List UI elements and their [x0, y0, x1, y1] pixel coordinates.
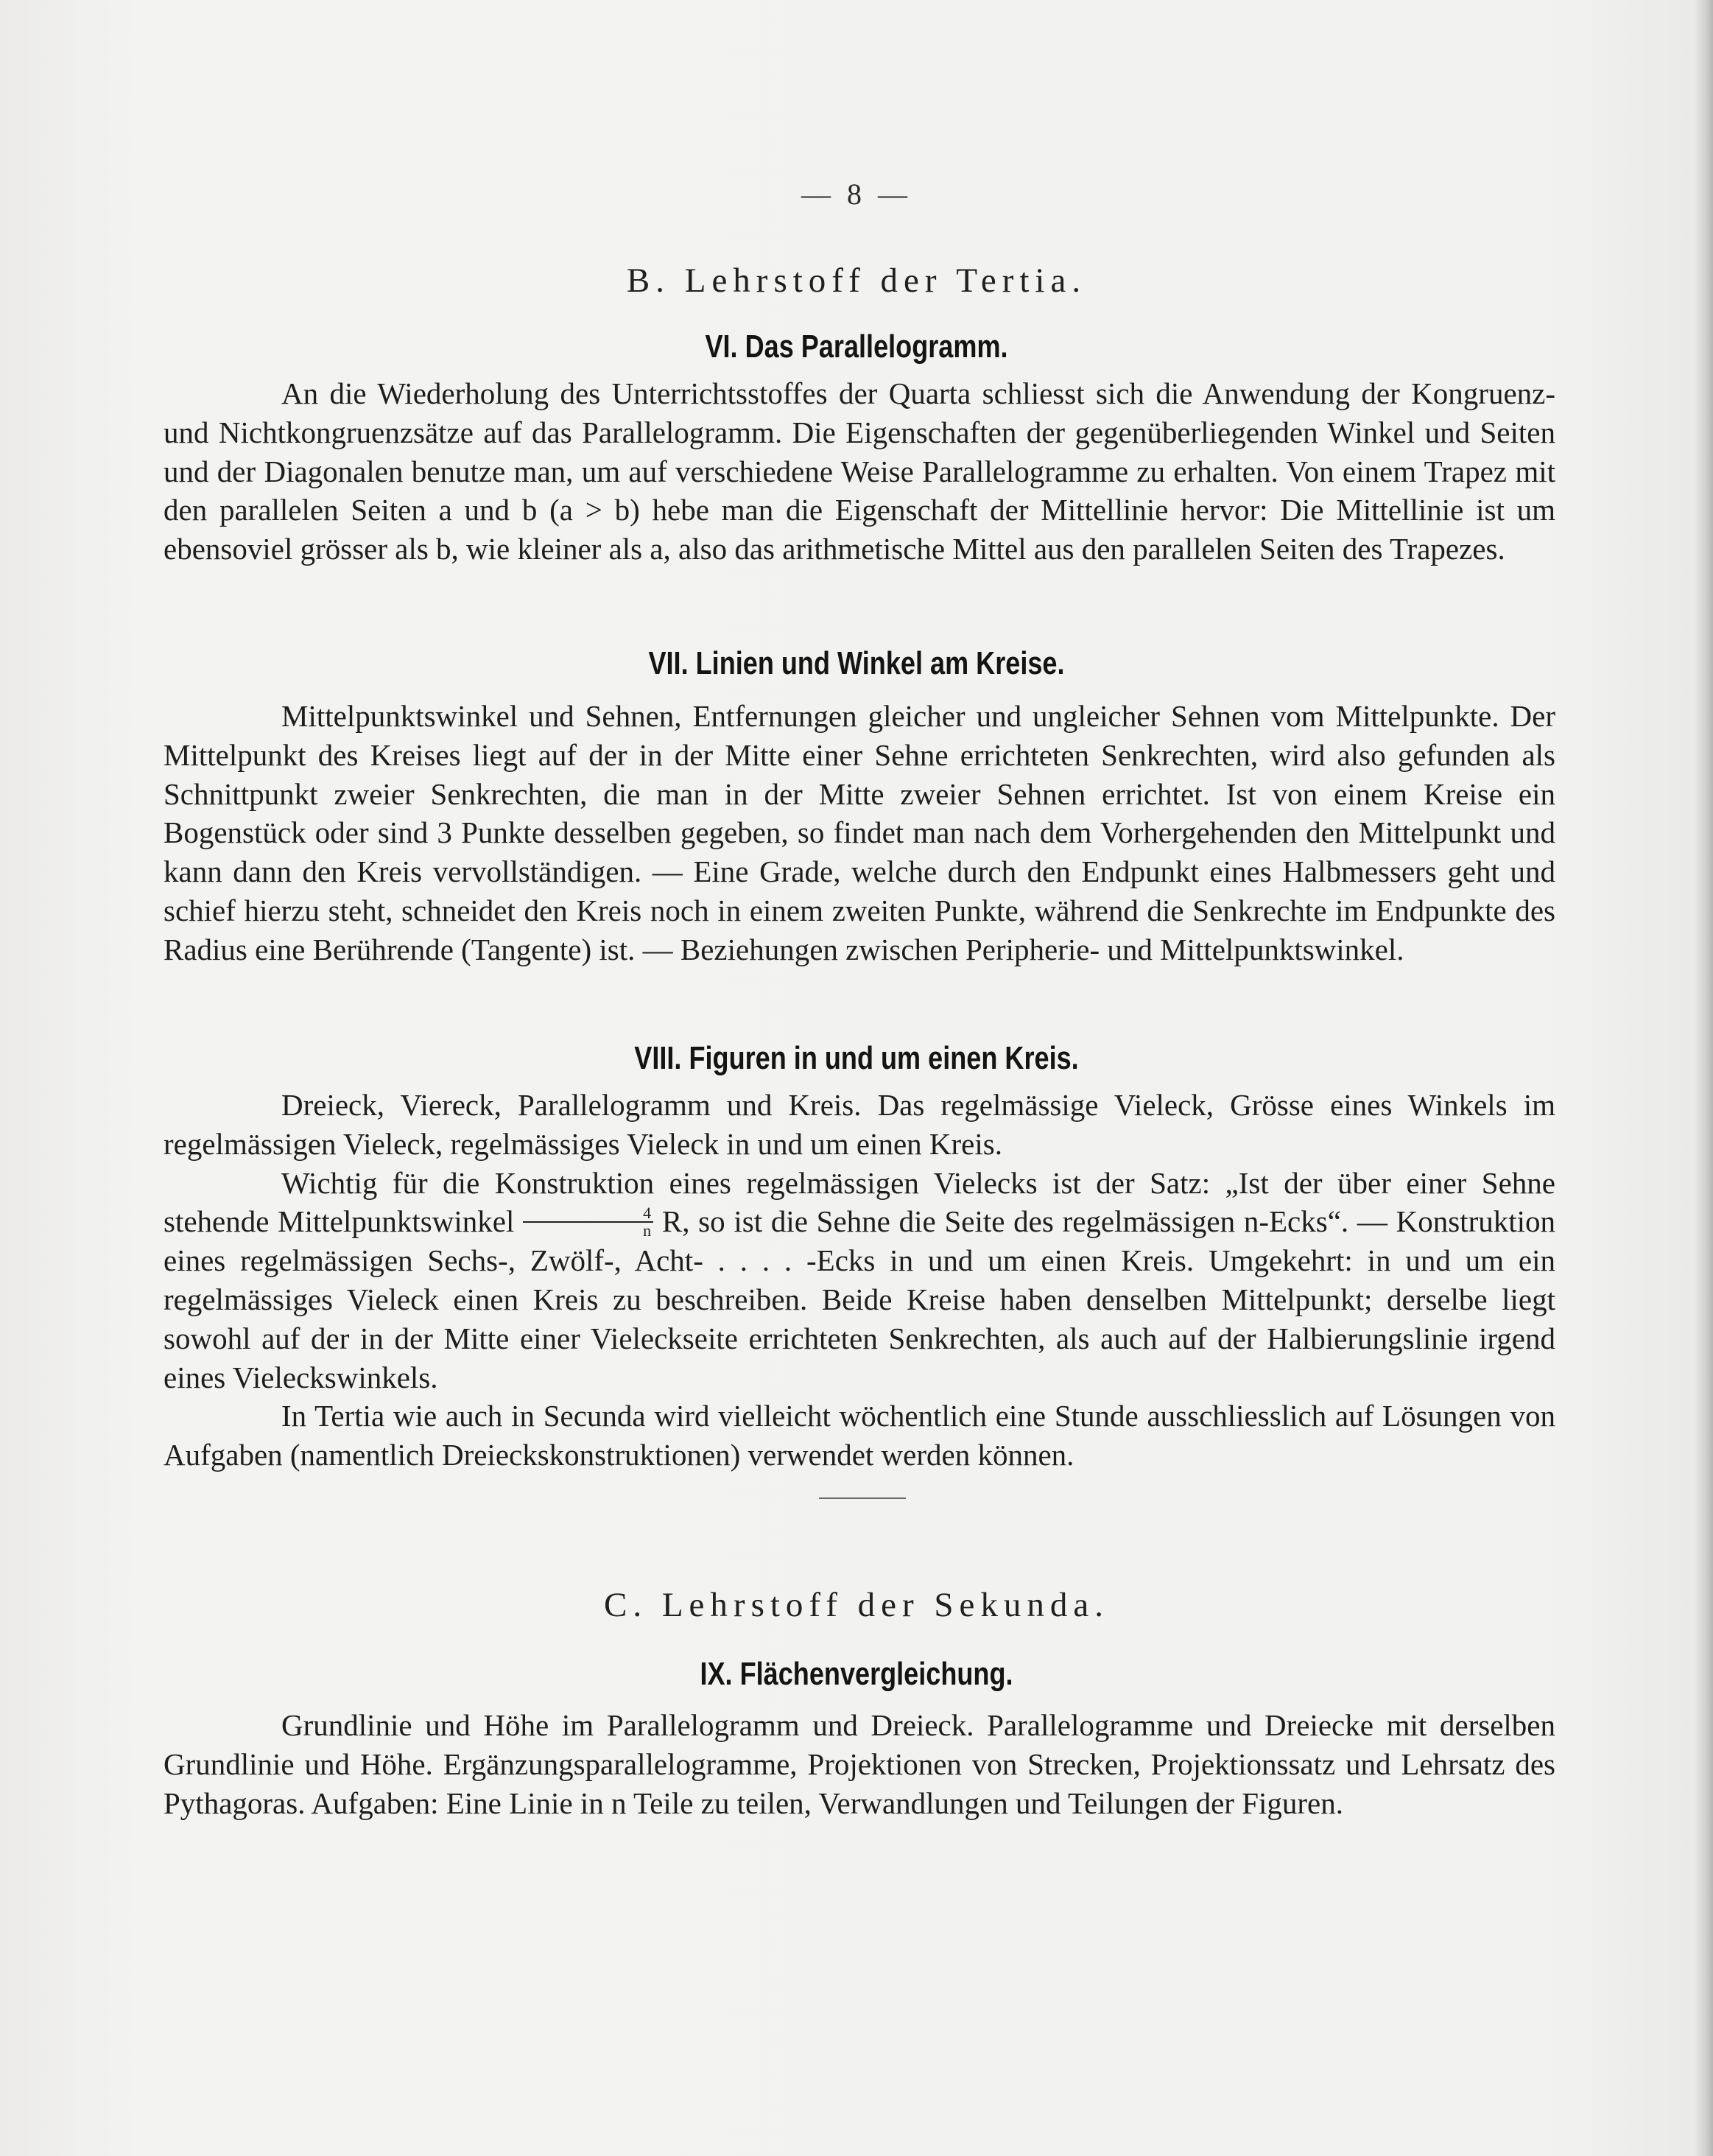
page-number: — 8 —	[801, 178, 912, 211]
section-heading-ix: IX. Flächenvergleichung.	[700, 1656, 1013, 1692]
fraction-4-over-n	[523, 1205, 653, 1239]
part-c-title: C. Lehrstoff der Sekunda.	[604, 1586, 1109, 1624]
p2-before: Wichtig für die Konstruktion eines regelmässigen Vielecks ist der Satz: „Ist der über einer Sehne stehende Mittelpunktswinkel	[163, 1165, 1555, 1239]
fraction-numerator: 4	[523, 1205, 653, 1223]
fraction-denominator: n	[643, 1221, 652, 1240]
paragraph-viii	[163, 1086, 1555, 1475]
separator-rule	[819, 1497, 906, 1499]
paragraph-viii-p2	[163, 1164, 1555, 1397]
section-heading-viii: VIII. Figuren in und um einen Kreis.	[634, 1040, 1079, 1076]
part-b-title: B. Lehrstoff der Tertia.	[626, 261, 1087, 300]
section-heading-vii: VII. Linien und Winkel am Kreise.	[648, 645, 1065, 681]
paragraph-ix-text: Grundlinie und Höhe im Parallelogramm und Dreieck. Parallelogramme und Dreiecke mit derselben Grundlinie und Höhe. Ergänzungsparallelogramme, Projektionen von Strecken, Projektionssatz und Lehrsatz des Pythagoras. Aufgaben: Eine Linie in n Teile zu teilen, Verwandlungen und Teilungen der Figuren.	[163, 1708, 1555, 1820]
paragraph-viii-p3: In Tertia wie auch in Secunda wird vielleicht wöchentlich eine Stunde ausschliesslich auf Lösungen von Aufgaben (namentlich Dreieckskonstruktionen) verwendet werden können.	[163, 1399, 1555, 1472]
section-heading-vi: VI. Das Parallelogramm.	[705, 329, 1008, 365]
paragraph-vi	[163, 374, 1555, 569]
paragraph-ix	[163, 1706, 1555, 1822]
paragraph-vii	[163, 697, 1555, 969]
paragraph-viii-p1: Dreieck, Viereck, Parallelogramm und Kreis. Das regelmässige Vieleck, Grösse eines Winkels im regelmässigen Vieleck, regelmässiges Vieleck in und um einen Kreis.	[163, 1088, 1555, 1161]
paragraph-vi-text: An die Wiederholung des Unterrichtsstoffes der Quarta schliesst sich die Anwendung der Kongruenz- und Nichtkongruenzsätze auf das Parallelogramm. Die Eigenschaften der gegenüberliegenden Winkel und Seiten und der Diagonalen benutze man, um auf verschiedene Weise Parallelogramme zu erhalten. Von einem Trapez mit den parallelen Seiten a und b (a > b) hebe man die Eigenschaft der Mittellinie hervor: Die Mittellinie ist um ebensoviel grösser als b, wie kleiner als a, also das arithmetische Mittel aus den parallelen Seiten des Trapezes.	[163, 376, 1555, 566]
gutter-shadow	[1694, 0, 1713, 2156]
paragraph-vii-text: Mittelpunktswinkel und Sehnen, Entfernungen gleicher und ungleicher Sehnen vom Mittelpunkte. Der Mittelpunkt des Kreises liegt auf der in der Mitte einer Sehne errichteten Senkrechten, wird also gefunden als Schnittpunkt zweier Senkrechten, die man in der Mitte zweier Sehnen errichtet. Ist von einem Kreise ein Bogenstück oder sind 3 Punkte desselben gegeben, so findet man nach dem Vorhergehenden den Mittelpunkt und kann dann den Kreis vervollständigen. — Eine Grade, welche durch den Endpunkt eines Halbmessers geht und schief hierzu steht, schneidet den Kreis noch in einem zweiten Punkte, während die Senkrechte im Endpunkte des Radius eine Berührende (Tangente) ist. — Beziehungen zwischen Peripherie- und Mittelpunktswinkel.	[163, 699, 1555, 966]
p2-after: R, so ist die Sehne die Seite des regelmässigen n-Ecks“. — Konstruktion eines regelmässigen Sechs-, Zwölf-, Acht- . . . . -Ecks in und um einen Kreis. Umgekehrt: in und um ein regelmässiges Vieleck einen Kreis zu beschreiben. Beide Kreise haben denselben Mittelpunkt; derselbe liegt sowohl auf der in der Mitte einer Vieleckseite errichteten Senkrechten, als auch auf der Halbierungslinie irgend eines Vieleckswinkels.	[163, 1204, 1556, 1394]
